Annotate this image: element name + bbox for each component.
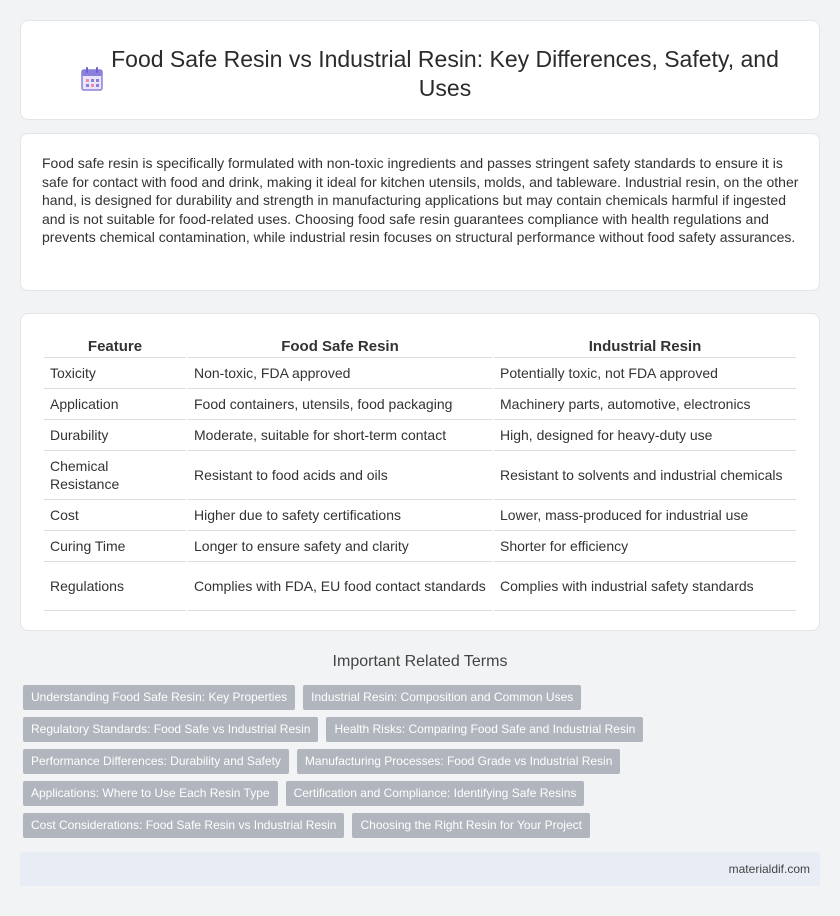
table-cell: Curing Time (44, 531, 186, 562)
table-cell: Machinery parts, automotive, electronics (494, 389, 796, 420)
table-cell: Non-toxic, FDA approved (188, 358, 492, 389)
table-cell: Complies with industrial safety standards (494, 562, 796, 611)
table-cell: Resistant to solvents and industrial chemicals (494, 451, 796, 500)
related-term-tag[interactable]: Regulatory Standards: Food Safe vs Industrial Resin (23, 717, 318, 742)
footer (20, 852, 820, 886)
comparison-card (20, 313, 820, 631)
related-term-tag[interactable]: Certification and Compliance: Identifying Safe Resins (286, 781, 585, 806)
tag-row (23, 813, 598, 838)
related-term-tag[interactable]: Applications: Where to Use Each Resin Type (23, 781, 278, 806)
table-cell: Regulations (44, 562, 186, 611)
table-cell: Cost (44, 500, 186, 531)
table-cell: Potentially toxic, not FDA approved (494, 358, 796, 389)
tag-row (23, 749, 628, 774)
table-header-row (44, 334, 796, 358)
header-feature: Feature (44, 334, 186, 358)
table-cell: Complies with FDA, EU food contact standards (188, 562, 492, 611)
header-industrial-resin: Industrial Resin (494, 334, 796, 358)
tag-row (23, 685, 589, 710)
page-title: Food Safe Resin vs Industrial Resin: Key Differences, Safety, and Uses (111, 46, 779, 101)
related-term-tag[interactable]: Understanding Food Safe Resin: Key Properties (23, 685, 295, 710)
related-terms-heading: Important Related Terms (332, 653, 508, 670)
table-row (44, 500, 796, 531)
comparison-table (42, 334, 798, 611)
table-row (44, 358, 796, 389)
table-cell: Lower, mass-produced for industrial use (494, 500, 796, 531)
table-cell: Shorter for efficiency (494, 531, 796, 562)
table-cell: Chemical Resistance (44, 451, 186, 500)
intro-paragraph: Food safe resin is specifically formulated with non-toxic ingredients and passes stringent safety standards to ensure it is safe for contact with food and drink, making it ideal for kitchen utensils, molds, and tableware. Industrial resin, on the other hand, is designed for durability and strength in manufacturing applications but may contain chemicals harmful if ingested and is not suitable for food-related uses. Choosing food safe resin guarantees compliance with health regulations and prevents chemical contamination, while industrial resin focuses on structural performance without food safety assurances. (42, 155, 799, 246)
header-food-safe-resin: Food Safe Resin (188, 334, 492, 358)
table-cell: Higher due to safety certifications (188, 500, 492, 531)
table-cell: Longer to ensure safety and clarity (188, 531, 492, 562)
tag-row (23, 781, 592, 806)
related-term-tag[interactable]: Cost Considerations: Food Safe Resin vs Industrial Resin (23, 813, 344, 838)
table-cell: Resistant to food acids and oils (188, 451, 492, 500)
related-term-tag[interactable]: Choosing the Right Resin for Your Project (352, 813, 589, 838)
table-row (44, 531, 796, 562)
related-term-tag[interactable]: Health Risks: Comparing Food Safe and Industrial Resin (326, 717, 643, 742)
related-term-tag[interactable]: Manufacturing Processes: Food Grade vs Industrial Resin (297, 749, 620, 774)
table-cell: Durability (44, 420, 186, 451)
table-row (44, 562, 796, 611)
related-term-tag[interactable]: Performance Differences: Durability and Safety (23, 749, 289, 774)
table-cell: Food containers, utensils, food packaging (188, 389, 492, 420)
table-cell: Toxicity (44, 358, 186, 389)
related-term-tag[interactable]: Industrial Resin: Composition and Common Uses (303, 685, 581, 710)
intro-card (20, 133, 820, 291)
table-row (44, 451, 796, 500)
tag-row (23, 717, 651, 742)
title-card (20, 20, 820, 120)
footer-site-link[interactable]: materialdif.com (728, 862, 810, 876)
table-cell: Application (44, 389, 186, 420)
table-row (44, 389, 796, 420)
table-cell: Moderate, suitable for short-term contact (188, 420, 492, 451)
table-row (44, 420, 796, 451)
table-cell: High, designed for heavy-duty use (494, 420, 796, 451)
